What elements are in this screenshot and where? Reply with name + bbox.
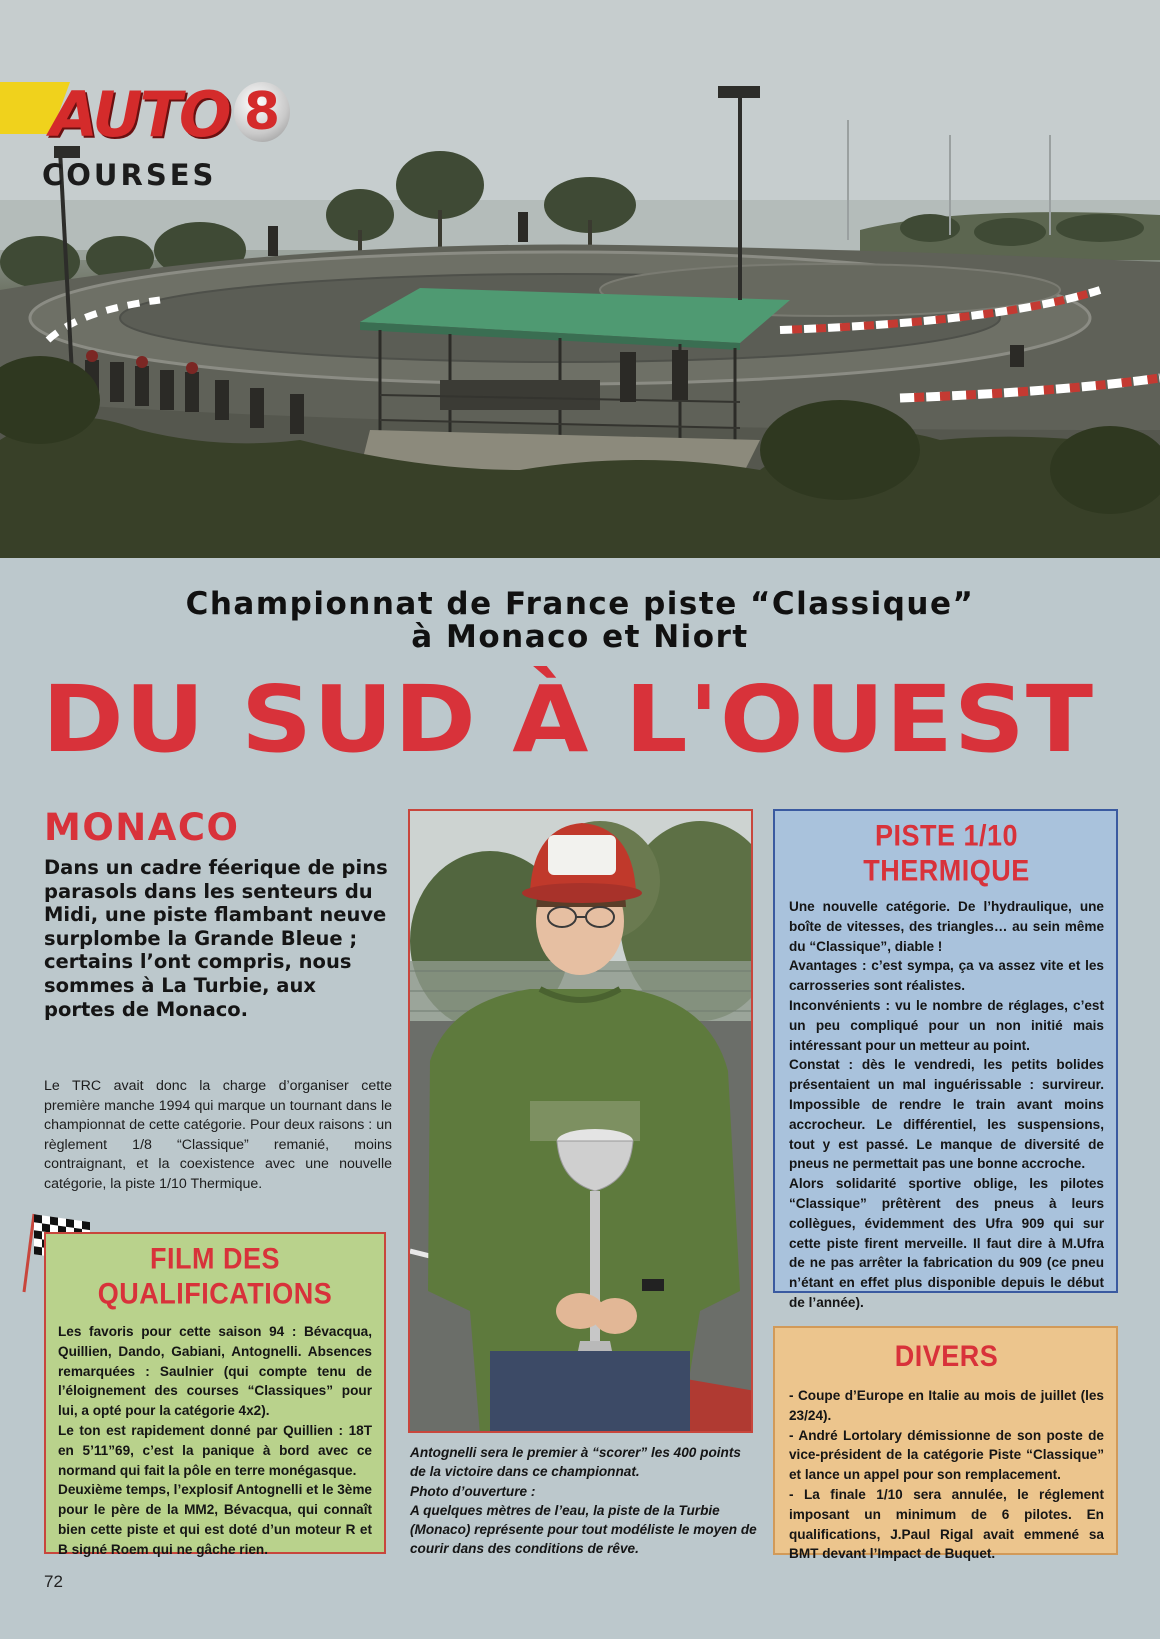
intro-paragraph: Dans un cadre féerique de pins parasols dans les senteurs du Midi, une piste flambant neuve surplombe la Grande Bleue ; certains l’ont compris, nous sommes à La Turbie, aux portes de Monaco.: [44, 856, 388, 1021]
film-box-title: [58, 1241, 372, 1311]
divers-box-title: DIVERS: [894, 1339, 999, 1373]
divers-item: - André Lortolary démissionne de son poste de vice-président de la catégorie Piste “Classique” et lance un appel pour son remplacement.: [789, 1427, 1104, 1483]
film-title-line-2: QUALIFICATIONS: [97, 1277, 333, 1311]
photo-caption: [410, 1443, 760, 1559]
film-paragraph: Les favoris pour cette saison 94 : Bévacqua, Quillien, Dando, Gabiani, Antognelli. Absences remarquées : Saulnier (qui compte tenu de l’éloignement des courses “Classiques” pour lui, a opté pour la catégorie 4x2).: [58, 1324, 372, 1419]
opening-photo: [0, 0, 1160, 558]
kicker-line-2: à Monaco et Niort: [411, 619, 749, 655]
section-label: COURSES: [42, 158, 217, 192]
divers-box: [773, 1326, 1118, 1562]
piste-paragraph: Avantages : c’est sympa, ça va assez vite et les carrosseries sont réalistes.: [789, 958, 1104, 994]
piste-box-title: [789, 818, 1104, 888]
piste-paragraph: Inconvénients : vu le nombre de réglages, c’est un peu compliqué pour un non initié mais intéressant pour un metteur au point.: [789, 997, 1104, 1053]
piste-paragraph: Alors solidarité sportive oblige, les pilotes “Classique” prêtèrent des pneus à leurs collègues, évidemment des Ufra 909 qui sur cette piste firent merveille. Il faut dire à M.Ufra de ne pas arrêter la fabrication du 909 (ce pneu n’étant en effet plus disponible depuis le début de l’année).: [789, 1176, 1104, 1310]
kicker-heading: [0, 588, 1160, 654]
divers-item: - Coupe d’Europe en Italie au mois de juillet (les 23/24).: [789, 1388, 1104, 1423]
body-paragraph: Le TRC avait donc la charge d’organiser cette première manche 1994 qui marque un tournant dans le championnat de cette catégorie. Pour deux raisons : un règlement 1/8 “Classique” remanié, moins contraignant, et la coexistence avec une nouvelle catégorie, la piste 1/10 Thermique.: [44, 1078, 392, 1192]
film-paragraph: Deuxième temps, l’explosif Antognelli et le 3ème pour le père de la MM2, Bévacqua, qui connaît bien cette piste et qui est doté d’un moteur R et B signé Roem qui ne gâche rien.: [58, 1482, 372, 1557]
film-paragraph: Le ton est rapidement donné par Quillien : 18T en 5’11”69, c’est la panique à bord avec ce normand qui fait la pôle en terre monégasque.: [58, 1422, 372, 1478]
winner-photo: [408, 809, 753, 1433]
caption-opening-photo: A quelques mètres de l’eau, la piste de la Turbie (Monaco) représente pour tout modéliste le moyen de courir dans des conditions de rêve.: [410, 1502, 757, 1557]
piste-paragraph: Une nouvelle catégorie. De l’hydraulique, une boîte de vitesses, des triangles… au sein même du “Classique”, diable !: [789, 899, 1104, 954]
magazine-logo: AUTO: [50, 78, 229, 151]
divers-item: - La finale 1/10 sera annulée, le réglement imposant un minimum de 6 pilotes. En qualifications, J.Paul Rigal avait emmené sa BMT devant l’Impact de Buquet.: [789, 1486, 1104, 1562]
film-title-line-1: FILM DES: [150, 1241, 280, 1275]
monaco-heading: MONACO: [44, 806, 240, 849]
film-des-qualifications-box: [44, 1232, 386, 1557]
logo-number-badge: 8: [234, 82, 290, 142]
kicker-line-1: Championnat de France piste “Classique”: [185, 586, 975, 622]
page-title: DU SUD À L'OUEST: [42, 666, 1095, 773]
piste-title-line-2: THERMIQUE: [863, 854, 1030, 888]
piste-thermique-box: [773, 809, 1118, 1310]
piste-title-line-1: PISTE 1/10: [874, 818, 1019, 852]
caption-label: Photo d’ouverture :: [410, 1483, 536, 1499]
page-number: 72: [44, 1572, 63, 1591]
trophy-winner-illustration: [410, 811, 753, 1433]
caption-main: Antognelli sera le premier à “scorer” les 400 points de la victoire dans ce championnat.: [410, 1445, 741, 1480]
piste-paragraph: Constat : dès le vendredi, les petits bolides présentaient un mal inguérissable : survireur. Impossible de rendre le train avant moins accrocheur. Le différentiel, les suspensions, tout y est passé. Le manque de diversité de pneus ne permettait pas une bonne accroche.: [789, 1057, 1104, 1172]
